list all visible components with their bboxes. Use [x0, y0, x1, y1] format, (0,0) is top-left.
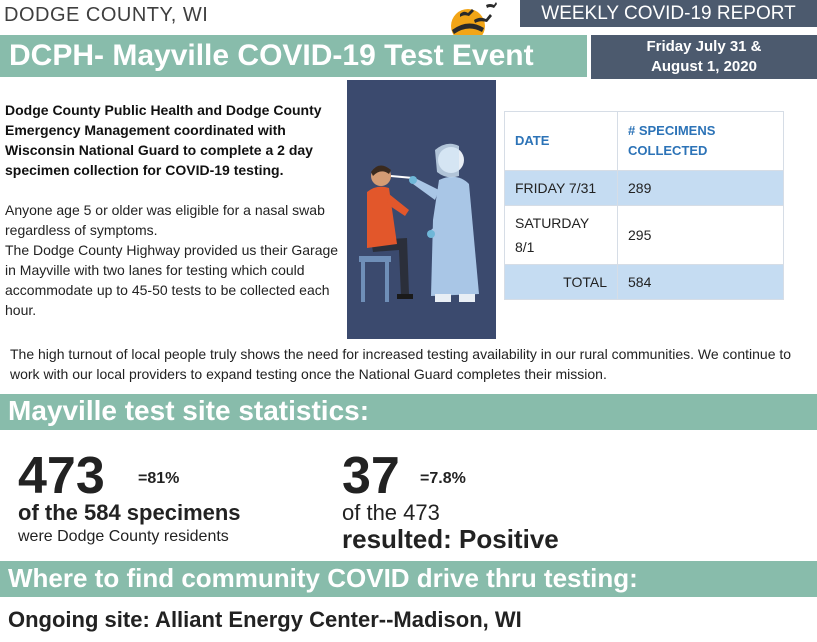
residents-line2: were Dodge County residents	[18, 528, 229, 545]
ongoing-site: Ongoing site: Alliant Energy Center--Madison, WI	[8, 607, 522, 632]
nasal-swab-illustration	[347, 80, 496, 339]
row-count: 295	[618, 206, 784, 265]
positive-line2: resulted: Positive	[342, 524, 559, 554]
row-date: FRIDAY 7/31	[505, 171, 618, 206]
table-row	[505, 171, 784, 206]
row-count: 289	[618, 171, 784, 206]
report-label: WEEKLY COVID-19 REPORT	[520, 0, 817, 27]
turnout-text: The high turnout of local people truly shows the need for increased testing availability in our rural communities. We continue to work with our local providers to expand testing once the National Guard completes their mission.	[10, 346, 792, 382]
garage-text: The Dodge County Highway provided us their Garage in Mayville with two lanes for testing which could accommodate up to 45-50 tests to be collected each hour.	[5, 242, 339, 318]
eligibility-text: Anyone age 5 or older was eligible for a nasal swab regardless of symptoms.	[5, 202, 325, 238]
positive-number: 37	[342, 447, 400, 505]
residents-line1: of the 584 specimens	[18, 500, 241, 525]
title-bar	[0, 35, 587, 77]
table-total-row	[505, 265, 784, 300]
total-value: 584	[618, 265, 784, 300]
table-row	[505, 206, 784, 265]
top-bar	[0, 0, 817, 32]
residents-number: 473	[18, 447, 105, 505]
event-date-line1: Friday July 31 &	[646, 38, 762, 55]
county-name: DODGE COUNTY, WI	[4, 4, 209, 26]
total-label: TOTAL	[505, 265, 618, 300]
page-title: DCPH- Mayville COVID-19 Test Event	[9, 39, 534, 72]
row-date: SATURDAY 8/1	[505, 206, 618, 265]
intro-details	[5, 200, 340, 320]
intro-summary: Dodge County Public Health and Dodge County Emergency Management coordinated with Wisconsin National Guard to complete a 2 day specimen collection for COVID-19 testing.	[5, 102, 322, 178]
residents-percent: =81%	[138, 470, 180, 487]
event-date-box	[591, 35, 817, 79]
specimen-table	[504, 111, 784, 300]
event-date-line2: August 1, 2020	[651, 58, 757, 75]
positive-line1: of the 473	[342, 500, 440, 525]
stats-heading-bar	[0, 394, 817, 430]
specimens-column-header: # SPECIMENS COLLECTED	[618, 112, 784, 171]
table-header-row	[505, 112, 784, 171]
stats-heading: Mayville test site statistics:	[8, 395, 370, 426]
testing-heading: Where to find community COVID drive thru testing:	[8, 563, 638, 593]
testing-heading-bar	[0, 561, 817, 597]
positive-percent: =7.8%	[420, 470, 466, 487]
date-column-header: DATE	[505, 112, 618, 171]
